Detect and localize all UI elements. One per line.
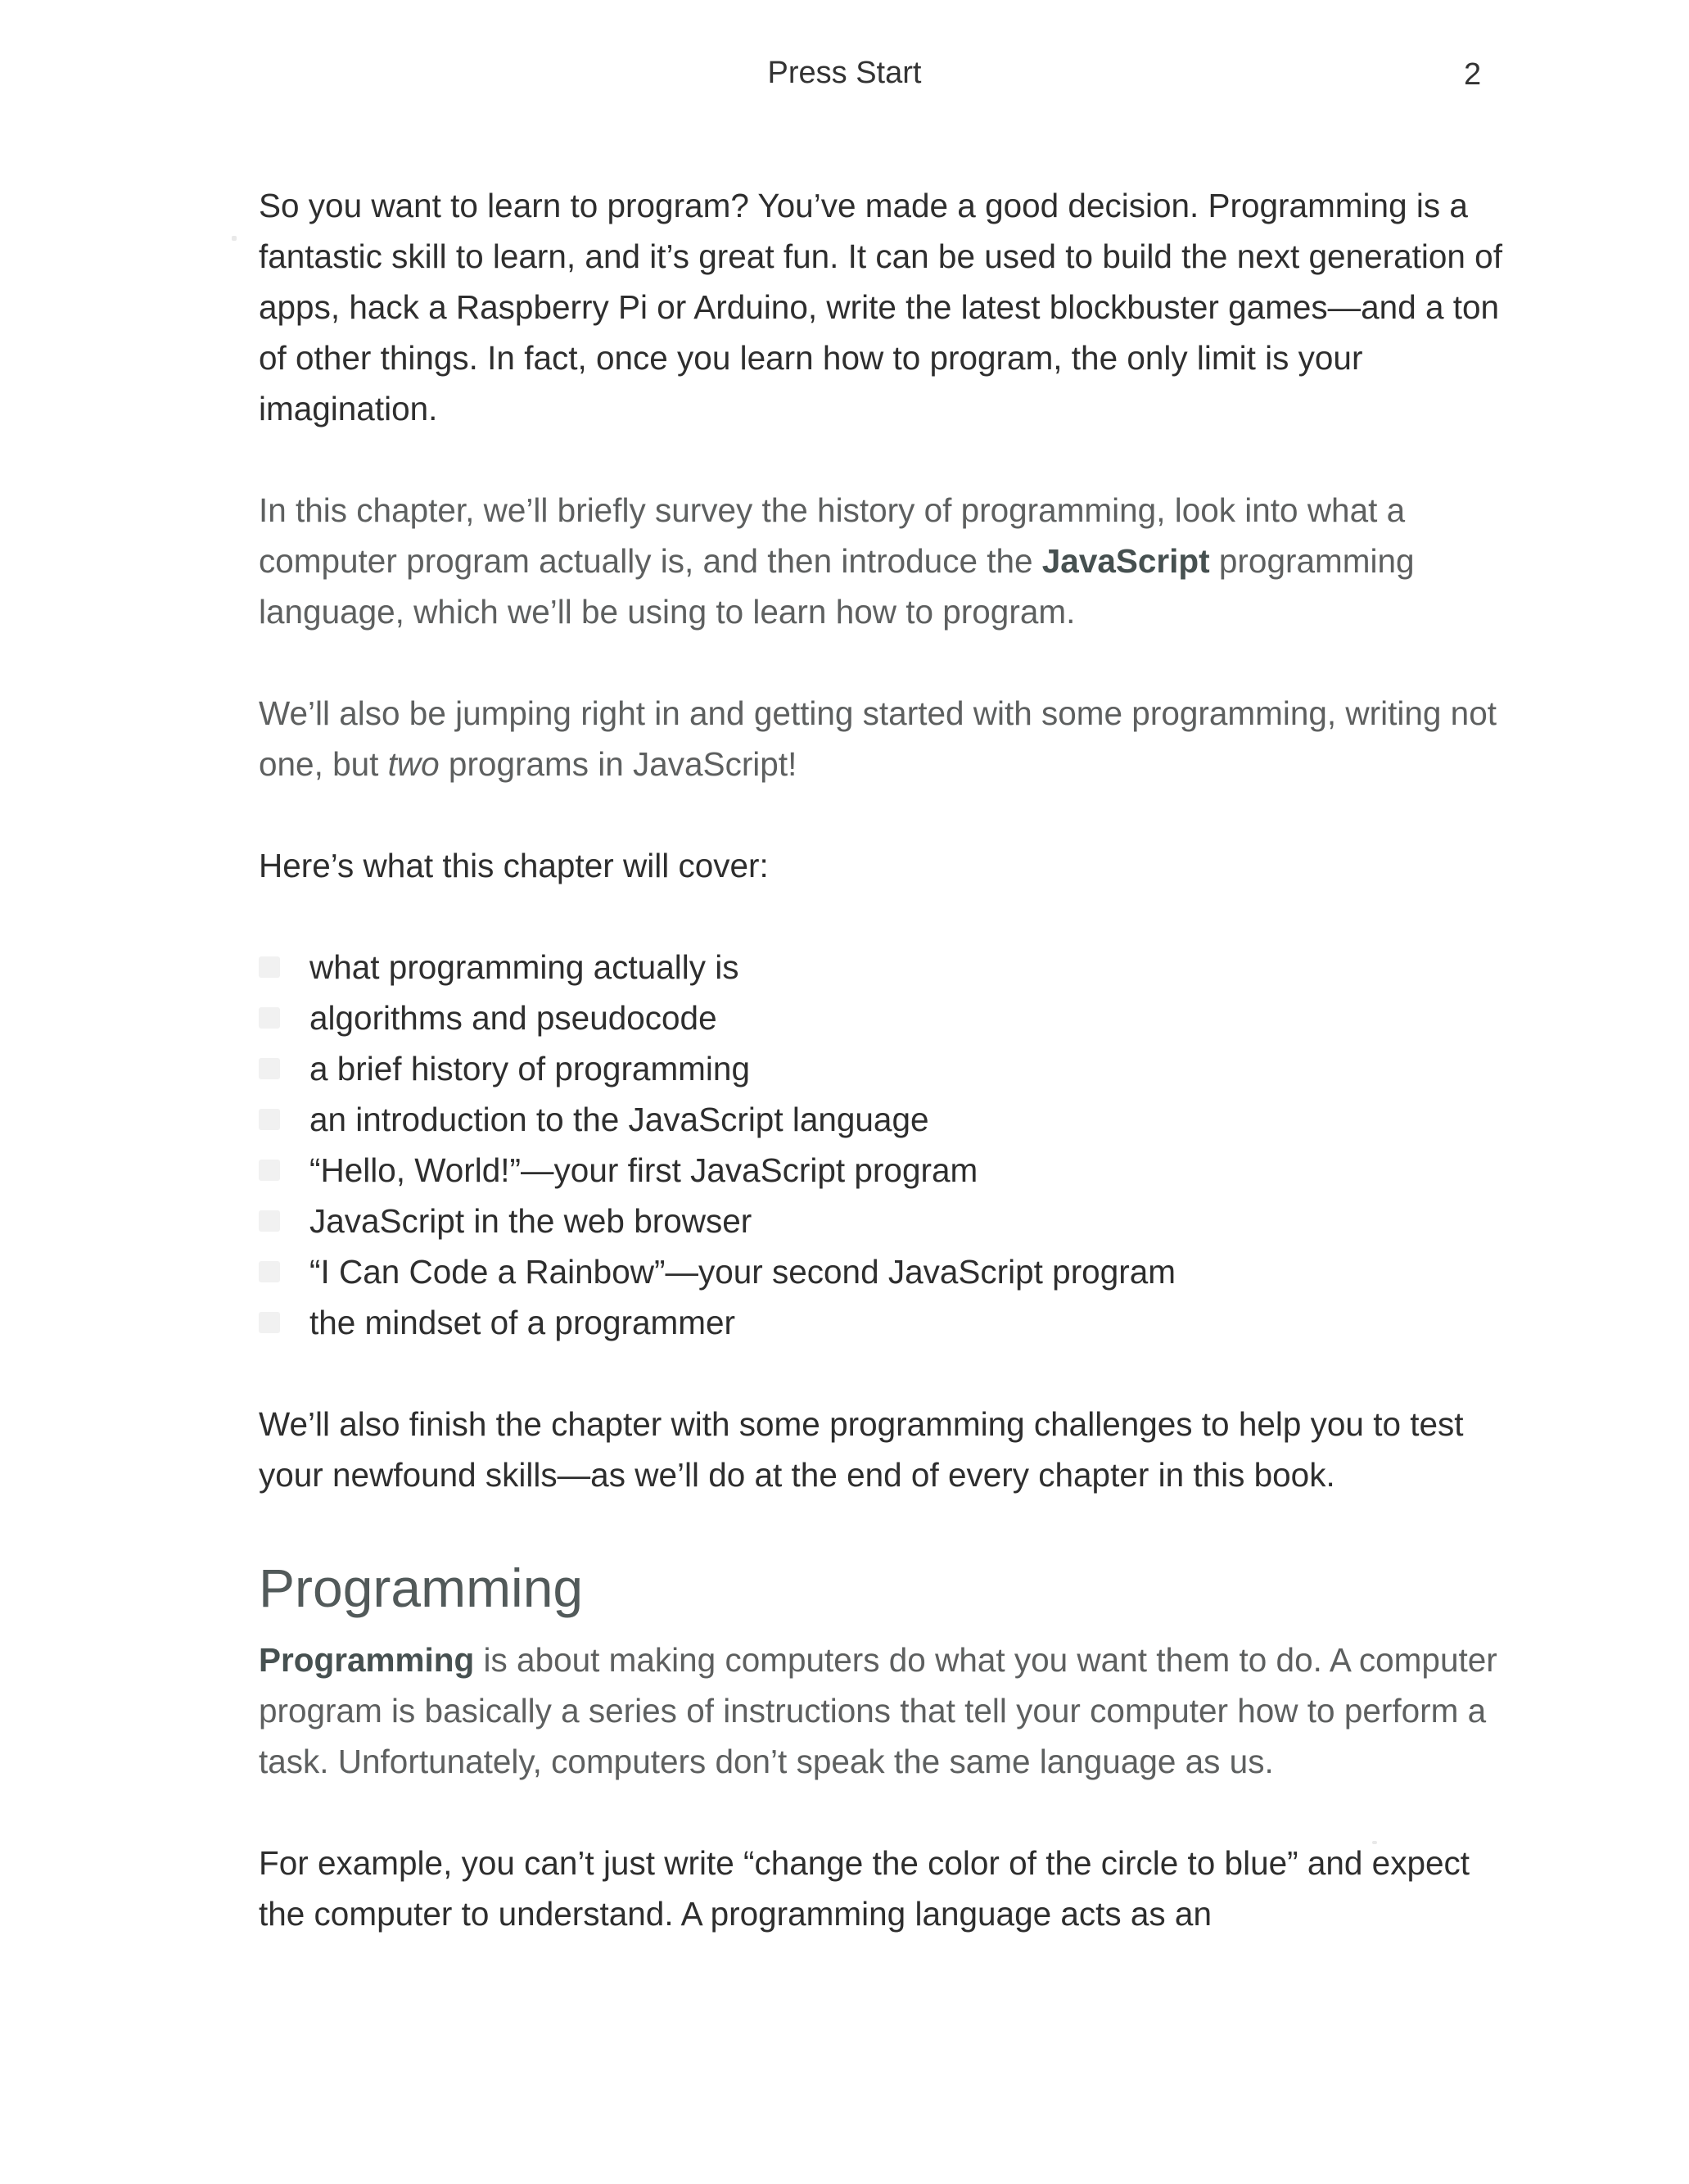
chapter-topics-list xyxy=(259,942,1511,1348)
bullet-marker xyxy=(259,956,280,978)
page-number: 2 xyxy=(1464,57,1482,92)
bullet-marker xyxy=(259,1160,280,1181)
intro-paragraph-2-end: programming language, which we’ll be using to learn how to program. xyxy=(259,542,1415,631)
section-heading-programming: Programming xyxy=(259,1558,584,1618)
intro-paragraph-2-start: In this chapter, we’ll briefly survey the history of programming, look into what a computer program actually is, and then introduce the xyxy=(259,491,1406,580)
page-body xyxy=(259,180,1511,1990)
list-item-text: a brief history of programming xyxy=(309,1050,750,1087)
intro-paragraph-1: So you want to learn to program? You’ve made a good decision. Programming is a fantastic skill to learn, and it’s great fun. It can be used to build the next generation of apps, hack a Raspberry Pi or Arduino, write the latest blockbuster games—and a ton of other things. In fact, once you learn how to program, the only limit is your imagination. xyxy=(259,187,1502,427)
intro-paragraph-3 xyxy=(259,688,1511,789)
emphasis-two: two xyxy=(387,745,440,783)
list-item xyxy=(259,1043,1511,1094)
bullet-marker xyxy=(259,1007,280,1029)
section-paragraph-2: For example, you can’t just write “change the color of the circle to blue” and expect the computer to understand. A programming language acts as an xyxy=(259,1844,1470,1933)
list-item xyxy=(259,1145,1511,1196)
intro-paragraph-2 xyxy=(259,485,1511,637)
intro-paragraph-3-start: We’ll also be jumping right in and getting started with some programming, writing not one, but xyxy=(259,694,1497,783)
list-item-text: an introduction to the JavaScript language xyxy=(309,1101,929,1138)
running-title: Press Start xyxy=(767,56,922,90)
section-paragraph-1-text: is about making computers do what you want them to do. A computer program is basically a series of instructions that tell your computer how to perform a task. Unfortunately, computers don’t speak the same language as us. xyxy=(259,1641,1497,1780)
cover-list-intro: Here’s what this chapter will cover: xyxy=(259,847,769,884)
programming-term: Programming xyxy=(259,1641,475,1679)
list-item xyxy=(259,1196,1511,1246)
list-item xyxy=(259,1094,1511,1145)
javascript-term: JavaScript xyxy=(1041,542,1210,580)
list-item xyxy=(259,1297,1511,1348)
bullet-marker xyxy=(259,1109,280,1130)
list-item-text: what programming actually is xyxy=(309,948,739,986)
list-item-text: “Hello, World!”—your first JavaScript program xyxy=(309,1151,978,1189)
list-item-text: the mindset of a programmer xyxy=(309,1304,735,1341)
list-item-text: JavaScript in the web browser xyxy=(309,1202,752,1240)
scan-speck xyxy=(1372,1841,1377,1844)
intro-paragraph-3-end: programs in JavaScript! xyxy=(439,745,797,783)
list-item xyxy=(259,942,1511,993)
bullet-marker xyxy=(259,1058,280,1079)
section-paragraph-1 xyxy=(259,1635,1511,1787)
list-item xyxy=(259,993,1511,1043)
scan-speck xyxy=(232,236,237,241)
bullet-marker xyxy=(259,1261,280,1282)
list-item-text: algorithms and pseudocode xyxy=(309,999,717,1037)
bullet-marker xyxy=(259,1312,280,1333)
list-item xyxy=(259,1246,1511,1297)
bullet-marker xyxy=(259,1210,280,1232)
list-item-text: “I Can Code a Rainbow”—your second JavaScript program xyxy=(309,1253,1176,1291)
closing-paragraph: We’ll also finish the chapter with some programming challenges to help you to test your newfound skills—as we’ll do at the end of every chapter in this book. xyxy=(259,1405,1464,1494)
